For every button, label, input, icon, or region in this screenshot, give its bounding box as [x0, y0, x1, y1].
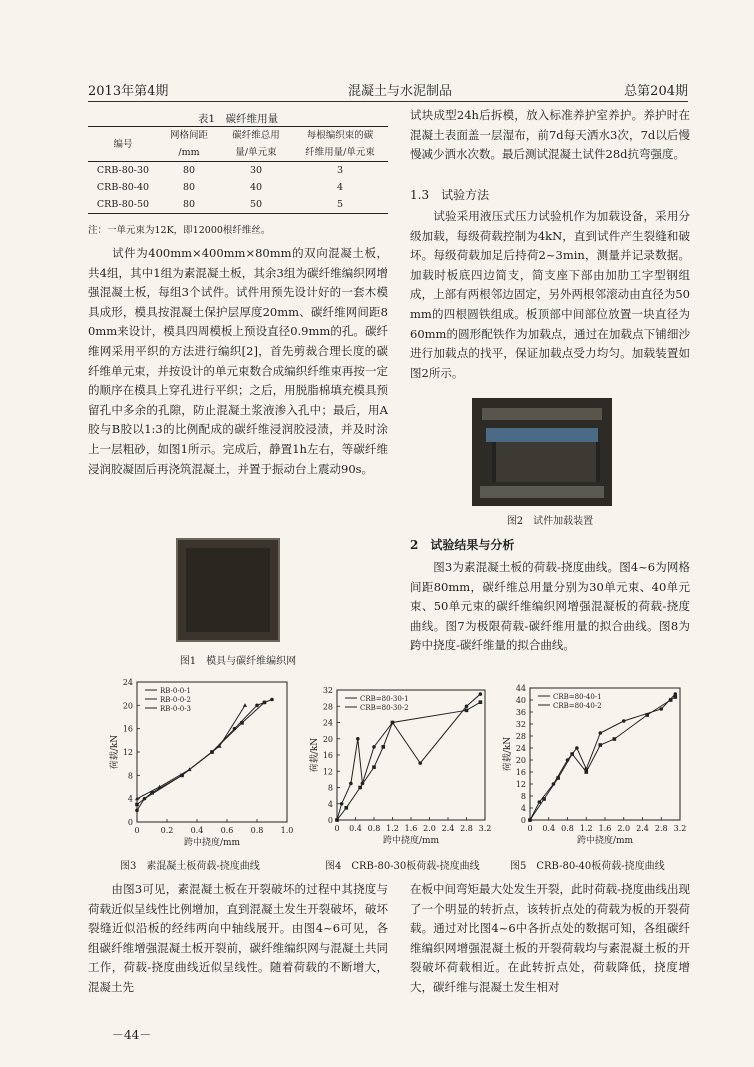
- data-point: [599, 731, 603, 735]
- data-point: [645, 713, 649, 717]
- bottom-right-paragraph: 在板中间弯矩最大处发生开裂，此时荷载-挠度曲线出现了一个明显的转折点，该转折点处的荷载为板的开裂荷载。通过对比图4~6中各折点处的数据可知，各组碳纤维编织网增强混凝土板的开裂荷载均与素混凝土板的开裂破坏荷载相近。在此转折点处，荷载降低，挠度增大，碳纤维与混凝土发生相对: [410, 882, 690, 994]
- table1-header: 碳纤维总用 量/单元束: [232, 130, 280, 158]
- x-axis-label: 跨中挠度/mm: [183, 838, 241, 848]
- x-tick-label: 0.4: [349, 824, 362, 833]
- x-tick-label: 2.0: [423, 824, 436, 833]
- col-header: 编号: [113, 138, 133, 150]
- right-paragraph-1: 试块成型24h后拆模，放入标准养护室养护。养护时在混凝土表面盖一层湿布，前7d每天洒水3次，7d以后慢慢减少洒水次数。最后测试混凝土试件28d抗弯强度。: [410, 108, 690, 162]
- data-point: [263, 701, 267, 705]
- section-2: 2 试验结果与分析: [410, 538, 515, 552]
- series-line: [137, 700, 272, 811]
- x-tick-label: 2.8: [654, 824, 668, 833]
- x-tick-label: 1.2: [579, 824, 593, 833]
- cell: CRB-80-40: [96, 182, 150, 193]
- journal-name: 混凝土与水泥制品: [347, 84, 452, 99]
- data-point: [255, 704, 259, 708]
- data-point: [599, 743, 603, 747]
- legend-label: RB-0-0-2: [160, 696, 192, 704]
- x-axis-label: 跨中挠度/mm: [382, 836, 440, 846]
- data-point: [340, 802, 344, 806]
- cell: 4: [336, 182, 344, 193]
- x-tick-label: 0.4: [190, 826, 204, 835]
- legend-label: CRB=80-30-1: [360, 695, 409, 703]
- data-point: [243, 703, 247, 707]
- y-tick-label: 0: [327, 816, 333, 825]
- y-tick-label: 16: [515, 768, 526, 777]
- data-point: [479, 700, 483, 704]
- y-tick-label: 0: [520, 816, 526, 825]
- left-paragraph: 试件为400mm×400mm×80mm的双向混凝土板，共4组，其中1组为素混凝土板，其余3组为碳纤维编织网增强混凝土板，每组3个试件。试件用预先设计好的一套木模具成形，模具按混凝土保护层厚度20mm、碳纤维网间距80mm来设计，模具四周模板上预设直径0.9mm的孔。碳纤维网采用平织的方法进行编织[2]，首先剪裁合理长度的碳纤维单元束，并按设计的单元束数合成编织纤维束再按一定的顺序在模具上穿孔进行平织；之后，用脱脂棉填充模具预留孔中多余的孔隙，防止混凝土浆液渗入孔中；最后，用A胶与B胶以1:3的比例配成的碳纤维浸润胶浸渍，并及时涂上一层粗砂，如图1所示。完成后，静置1h左右，等碳纤维浸润胶凝固后再浇筑混凝土，并置于振动台上震动90s。: [88, 246, 388, 476]
- y-tick-label: 8: [327, 783, 333, 793]
- y-tick-label: 24: [515, 744, 526, 753]
- cell: 50: [249, 199, 263, 210]
- x-tick-label: 0.8: [367, 824, 381, 833]
- data-point: [135, 803, 139, 807]
- y-tick-label: 24: [322, 718, 333, 728]
- legend-label: RB-0-0-3: [160, 705, 192, 713]
- data-point: [479, 692, 483, 696]
- data-point: [659, 707, 663, 711]
- fig2-caption: 图2 试件加载装置: [506, 516, 594, 527]
- cell: 5: [336, 199, 344, 210]
- y-tick-label: 16: [122, 724, 133, 734]
- y-tick-label: 44: [515, 684, 526, 693]
- data-point: [418, 761, 422, 765]
- y-tick-label: 28: [322, 702, 333, 712]
- journal-issue: 2013年第4期: [88, 84, 169, 99]
- fig1-caption: 图1 模具与碳纤维编织网: [179, 656, 297, 667]
- x-tick-label: 2.4: [441, 824, 455, 833]
- data-point: [372, 765, 376, 769]
- x-tick-label: 0.6: [220, 826, 234, 835]
- x-tick-label: 2.4: [636, 824, 649, 833]
- legend-label: CRB=80-40-2: [553, 702, 602, 710]
- data-point: [528, 818, 532, 822]
- x-tick-label: 2.8: [460, 824, 473, 833]
- series-line: [530, 694, 675, 820]
- data-point: [372, 745, 376, 749]
- x-tick-label: 1.2: [386, 824, 399, 833]
- series-line: [530, 697, 675, 820]
- y-tick-label: 12: [322, 767, 333, 777]
- table1-header: 每根编织束的碳 纤维用量/单元束: [305, 130, 375, 158]
- x-tick-label: 0.8: [561, 824, 574, 833]
- cell: 80: [182, 165, 196, 176]
- y-tick-label: 28: [515, 732, 526, 741]
- x-tick-label: 1.6: [598, 824, 612, 833]
- data-point: [344, 806, 348, 810]
- y-tick-label: 24: [122, 678, 133, 687]
- y-tick-label: 4: [520, 804, 526, 813]
- fig5-caption: 图5 CRB-80-40板荷载-挠度曲线: [510, 861, 665, 872]
- total-issue: 总第204期: [624, 84, 688, 99]
- data-point: [465, 704, 469, 708]
- data-point: [270, 698, 274, 702]
- cell: 80: [182, 199, 196, 210]
- table1-title: 表1 碳纤维用量: [197, 113, 279, 125]
- series-line: [337, 694, 480, 820]
- cell: 80: [182, 182, 196, 193]
- cell: 3: [336, 165, 344, 176]
- x-axis-label: 跨中挠度/mm: [576, 836, 634, 846]
- x-tick-label: 2.0: [617, 824, 631, 833]
- y-tick-label: 32: [322, 686, 333, 695]
- data-point: [570, 752, 574, 756]
- right-paragraph-2: 试验采用液压式压力试验机作为加载设备，采用分级加载，每级荷载控制为4kN，直到试件产生裂缝和破坏。每级荷载加足后持荷2~3min，测量并记录数据。加载时板底四边简支，简支座下部由加肋工字型钢组成，上部有两根邻边固定，另外两根邻滚动由直径为50mm的四根圆铁组成。板顶部中间部位放置一块直径为60mm的圆形配铁作为加载点，通过在加载点下铺细沙进行加载点的找平，保证加载点受力均匀。加载装置如图2所示。: [410, 209, 690, 380]
- page-number: －44－: [112, 1028, 152, 1042]
- y-tick-label: 12: [515, 780, 526, 789]
- bottom-left-paragraph: 由图3可见，素混凝土板在开裂破坏的过程中其挠度与荷载近似呈线性比例增加，直到混凝土发生开裂破坏，破坏裂缝近似沿板的经纬两向中轴线展开。由图4~6可见，各组碳纤维增强混凝土板开裂前，碳纤维编织网与混凝土共同工作，荷载-挠度曲线近似呈线性。随着荷载的不断增大，混凝土先: [88, 882, 388, 994]
- section-1-3: 1.3 试验方法: [410, 188, 490, 202]
- right-paragraph-3: 图3为素混凝土板的荷载-挠度曲线。图4~6为网格间距80mm，碳纤维总用量分别为30单元束、40单元束、50单元束的碳纤维编织网增强混凝板的荷载-挠度曲线。图7为极限荷载-碳纤维用量的拟合曲线。图8为跨中挠度-碳纤维量的拟合曲线。: [410, 560, 690, 653]
- data-point: [356, 737, 360, 741]
- data-point: [135, 809, 139, 813]
- y-tick-label: 8: [127, 771, 133, 781]
- cell: 40: [249, 182, 263, 193]
- data-point: [381, 745, 385, 749]
- y-tick-label: 16: [322, 751, 333, 760]
- data-point: [542, 797, 546, 801]
- y-axis-label: 荷载/kN: [110, 734, 120, 770]
- x-tick-label: 3.2: [673, 824, 687, 833]
- table1-header: 网格间距 /mm: [169, 130, 208, 158]
- y-tick-label: 4: [127, 794, 133, 804]
- data-point: [349, 782, 353, 786]
- data-point: [622, 719, 626, 723]
- x-tick-label: 1.6: [404, 824, 418, 833]
- data-point: [335, 818, 339, 822]
- data-point: [584, 770, 588, 774]
- data-point: [669, 698, 673, 702]
- y-tick-label: 20: [515, 756, 526, 765]
- legend-label: CRB=80-40-1: [553, 693, 602, 701]
- table1-note: 注：一单元束为12K，即12000根纤维丝。: [88, 225, 271, 236]
- series-line: [337, 702, 480, 820]
- data-point: [575, 746, 579, 750]
- fig3-caption: 图3 素混凝土板荷载-挠度曲线: [120, 861, 260, 872]
- y-tick-label: 12: [122, 748, 133, 757]
- x-tick-label: 3.2: [478, 824, 492, 833]
- x-tick-label: 0: [334, 824, 340, 833]
- x-tick-label: 0.2: [160, 826, 174, 835]
- y-tick-label: 32: [515, 720, 526, 729]
- data-point: [556, 776, 560, 780]
- x-tick-label: 0.4: [542, 824, 556, 833]
- y-tick-label: 20: [322, 734, 333, 744]
- y-tick-label: 20: [122, 701, 133, 711]
- data-point: [465, 709, 469, 713]
- y-tick-label: 0: [127, 818, 133, 827]
- y-tick-label: 40: [515, 696, 526, 705]
- data-point: [240, 721, 244, 725]
- x-tick-label: 0: [527, 824, 533, 833]
- x-tick-label: 0: [134, 826, 140, 835]
- data-point: [613, 737, 617, 741]
- cell: 30: [249, 165, 263, 176]
- legend-label: RB-0-0-1: [160, 687, 192, 695]
- cell: CRB-80-30: [96, 165, 150, 176]
- cell: CRB-80-50: [96, 199, 150, 210]
- fig4-caption: 图4 CRB-80-30板荷载-挠度曲线: [325, 861, 480, 872]
- x-tick-label: 1.0: [280, 826, 294, 835]
- y-tick-label: 4: [327, 799, 333, 809]
- y-axis-label: 荷载/kN: [310, 737, 320, 773]
- data-point: [358, 786, 362, 790]
- legend-label: CRB=80-30-2: [360, 704, 409, 712]
- data-point: [391, 721, 395, 725]
- x-tick-label: 0.8: [250, 826, 264, 835]
- y-tick-label: 8: [520, 792, 526, 801]
- y-axis-label: 荷载/kN: [503, 736, 513, 772]
- series-line: [137, 705, 245, 798]
- y-tick-label: 36: [515, 708, 526, 717]
- data-point: [674, 695, 678, 699]
